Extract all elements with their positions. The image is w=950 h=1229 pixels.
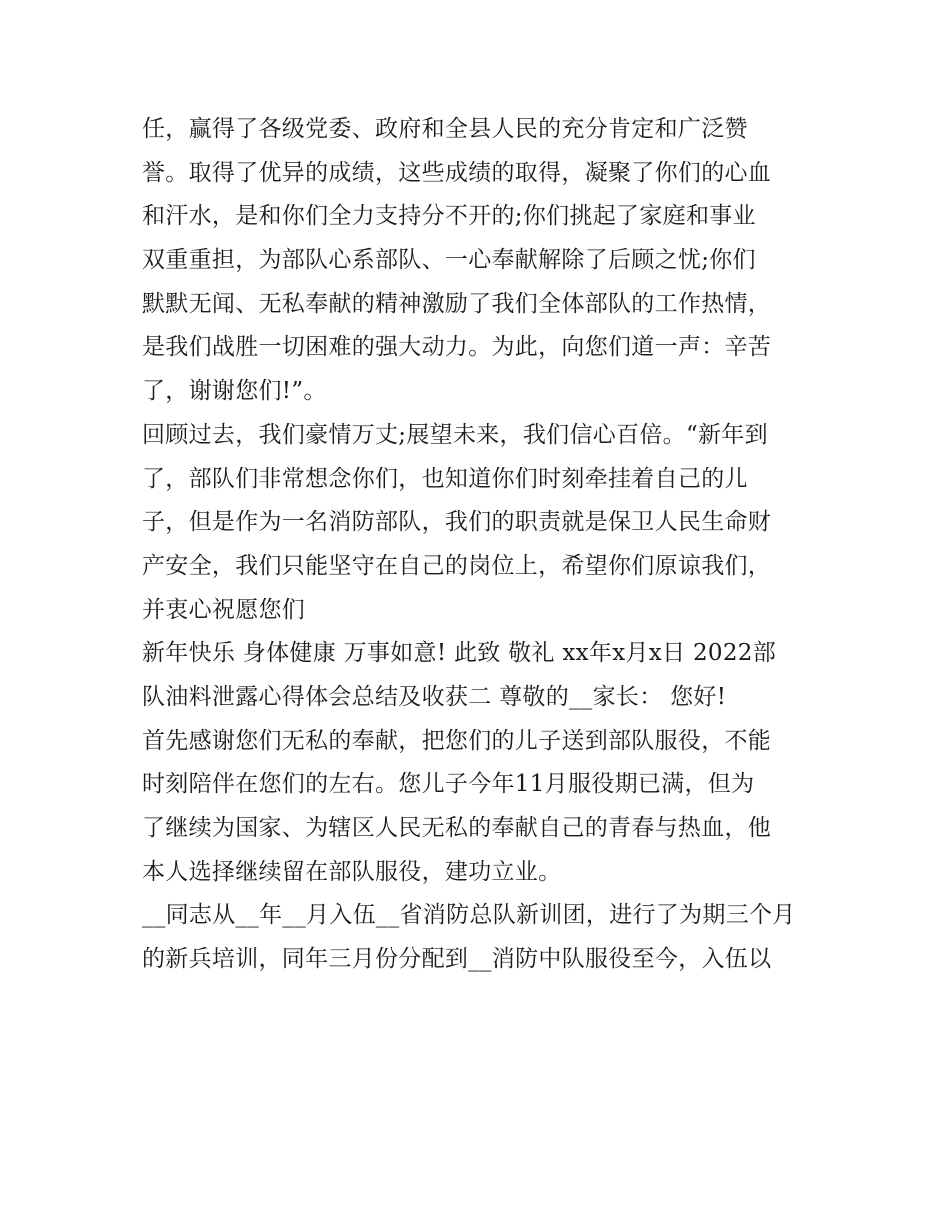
text-line: __同志从__年__月入伍__省消防总队新训团，进行了为期三个月 xyxy=(142,902,796,929)
text-line: 产安全，我们只能坚守在自己的岗位上，希望你们原谅我们， xyxy=(142,552,772,579)
text-line: 任，赢得了各级党委、政府和全县人民的充分肯定和广泛赞 xyxy=(142,116,748,142)
text-line: 子，但是作为一名消防部队，我们的职责就是保卫人民生命财 xyxy=(142,509,772,536)
text-line: 了，部队们非常想念你们，也知道你们时刻牵挂着自己的儿 xyxy=(142,465,748,492)
text-line: 首先感谢您们无私的奉献，把您们的儿子送到部队服役，不能 xyxy=(142,727,772,754)
text-line: 队油料泄露心得体会总结及收获二 尊敬的__家长： 您好! xyxy=(142,683,727,710)
text-line: 誉。取得了优异的成绩，这些成绩的取得，凝聚了你们的心血 xyxy=(142,159,772,186)
text-line: 双重重担，为部队心系部队、一心奉献解除了后顾之忧;你们 xyxy=(142,247,756,274)
text-line: 了，谢谢您们!”。 xyxy=(142,378,327,405)
text-line: 新年快乐 身体健康 万事如意! 此致 敬礼 xx年x月x日 2022部 xyxy=(142,640,777,667)
text-line: 是我们战胜一切困难的强大动力。为此，向您们道一声：辛苦 xyxy=(142,334,772,361)
text-line: 本人选择继续留在部队服役，建功立业。 xyxy=(142,858,562,885)
document-body xyxy=(142,108,822,982)
text-line: 并衷心祝愿您们 xyxy=(142,596,306,623)
text-line: 时刻陪伴在您们的左右。您儿子今年11月服役期已满，但为 xyxy=(142,771,755,798)
text-line: 的新兵培训，同年三月份分配到__消防中队服役至今，入伍以 xyxy=(142,946,772,973)
text-line: 默默无闻、无私奉献的精神激励了我们全体部队的工作热情， xyxy=(142,290,772,317)
text-line: 了继续为国家、为辖区人民无私的奉献自己的青春与热血，他 xyxy=(142,815,772,841)
text-line: 回顾过去，我们豪情万丈;展望未来，我们信心百倍。“新年到 xyxy=(142,421,768,448)
text-line: 和汗水，是和你们全力支持分不开的;你们挑起了家庭和事业 xyxy=(142,203,756,230)
